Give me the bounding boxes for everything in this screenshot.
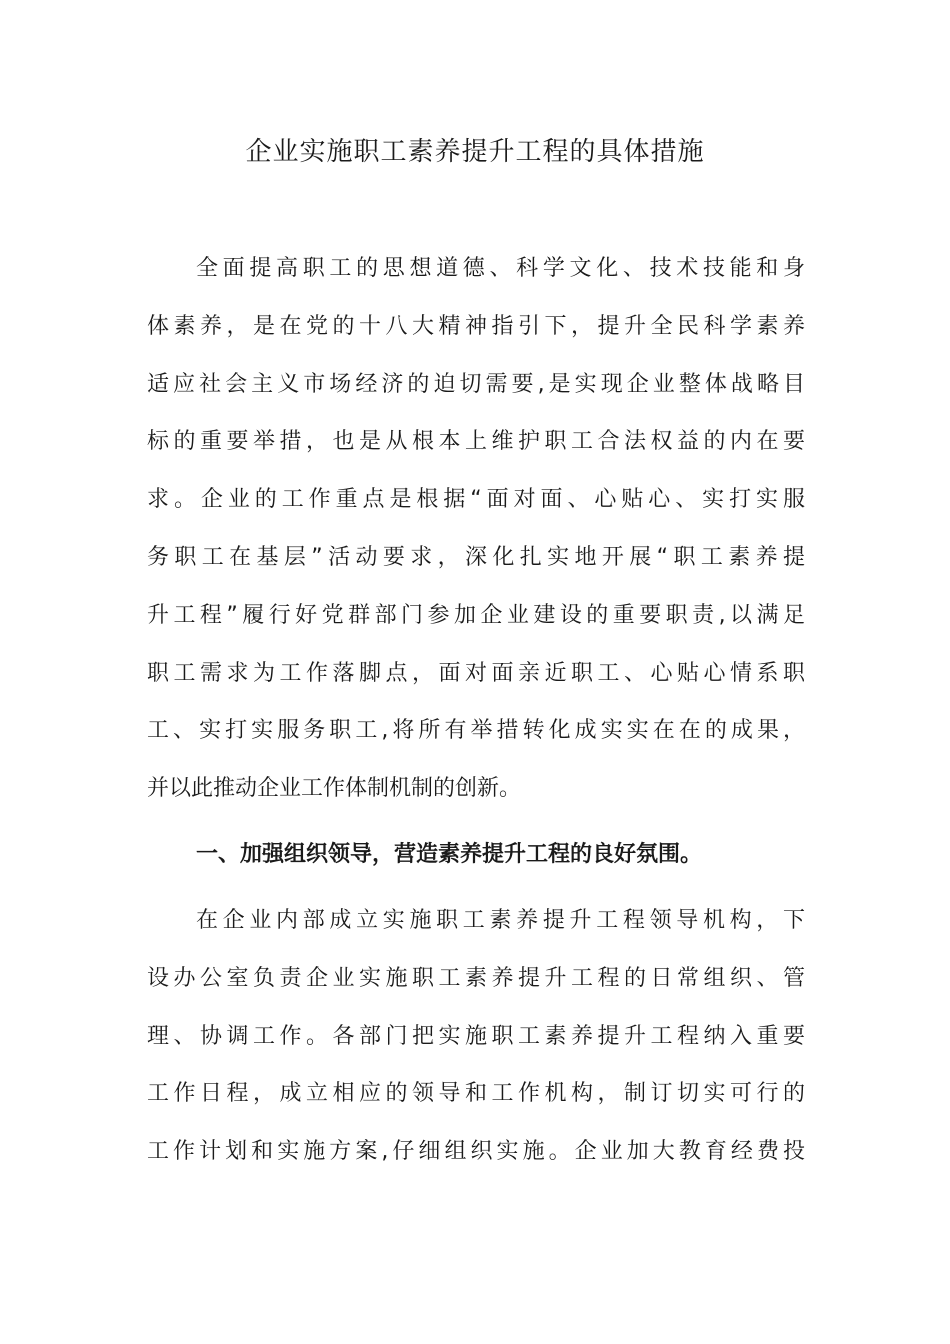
paragraph-line: 体素养，是在党的十八大精神指引下，提升全民科学素养 [147,313,805,339]
paragraph-line: 工作日程，成立相应的领导和工作机构，制订切实可行的 [147,1081,805,1107]
paragraph-line: 工作计划和实施方案,仔细组织实施。企业加大教育经费投 [147,1139,805,1165]
paragraph-line: 设办公室负责企业实施职工素养提升工程的日常组织、管 [147,965,805,991]
paragraph-line: 在企业内部成立实施职工素养提升工程领导机构，下 [196,908,805,933]
section-paragraph [147,892,805,1181]
paragraph-line: 务职工在基层”活动要求，深化扎实地开展“职工素养提 [147,544,805,570]
paragraph-line: 工、实打实服务职工,将所有举措转化成实实在在的成果， [147,718,805,744]
paragraph-line: 求。企业的工作重点是根据“面对面、心贴心、实打实服 [147,487,805,513]
paragraph-line: 理、协调工作。各部门把实施职工素养提升工程纳入重要 [147,1023,805,1049]
paragraph-line: 升工程”履行好党群部门参加企业建设的重要职责,以满足 [147,602,805,628]
paragraph-line: 并以此推动企业工作体制机制的创新。 [147,776,522,802]
section-heading: 一、加强组织领导，营造素养提升工程的良好氛围。 [196,842,703,867]
paragraph-line: 适应社会主义市场经济的迫切需要,是实现企业整体战略目 [147,371,805,397]
intro-paragraph [147,240,805,818]
paragraph-line: 标的重要举措，也是从根本上维护职工合法权益的内在要 [147,429,805,455]
paragraph-line: 职工需求为工作落脚点，面对面亲近职工、心贴心情系职 [147,660,805,686]
document-title: 企业实施职工素养提升工程的具体措施 [245,137,705,167]
paragraph-line: 全面提高职工的思想道德、科学文化、技术技能和身 [196,256,805,281]
